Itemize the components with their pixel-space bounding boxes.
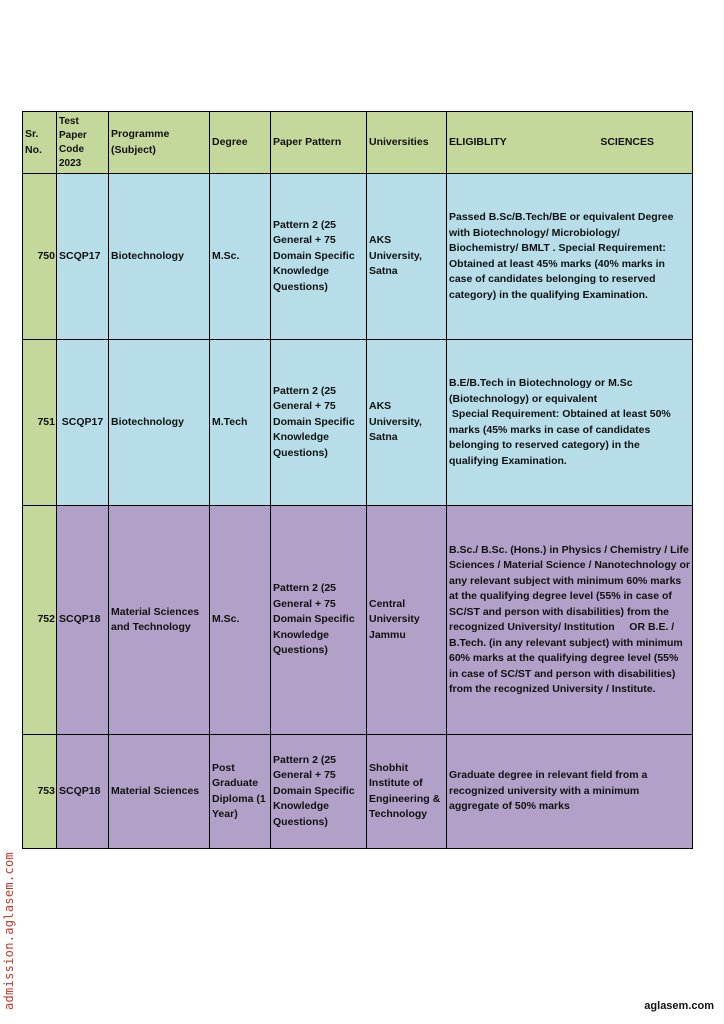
header-eligibility bbox=[447, 112, 693, 174]
header-row bbox=[23, 112, 693, 174]
header-test-paper-code: Test Paper Code 2023 bbox=[57, 112, 109, 174]
code-cell: SCQP18 bbox=[57, 735, 109, 849]
eligibility-cell: B.E/B.Tech in Biotechnology or M.Sc (Biotechnology) or equivalent Special Requirement: Obtained at least 50% marks (45% marks in case of candidates belonging to reserved category) in the qualifying Examination. bbox=[447, 340, 693, 506]
programme-cell: Biotechnology bbox=[109, 340, 210, 506]
table-row bbox=[23, 340, 693, 506]
degree-cell: M.Tech bbox=[210, 340, 271, 506]
header-universities: Universities bbox=[367, 112, 447, 174]
pattern-cell: Pattern 2 (25 General + 75 Domain Specific Knowledge Questions) bbox=[271, 174, 367, 340]
sr-no-cell: 750 bbox=[23, 174, 57, 340]
programme-cell: Biotechnology bbox=[109, 174, 210, 340]
table-row bbox=[23, 506, 693, 735]
university-cell: AKS University, Satna bbox=[367, 340, 447, 506]
code-cell: SCQP17 bbox=[57, 340, 109, 506]
eligibility-cell: Passed B.Sc/B.Tech/BE or equivalent Degree with Biotechnology/ Microbiology/ Biochemistry/ BMLT . Special Requirement: Obtained at least 45% marks (40% marks in case of candidates belonging to reserved category) in the qualifying Examination. bbox=[447, 174, 693, 340]
header-programme: Programme (Subject) bbox=[109, 112, 210, 174]
programme-cell: Material Sciences bbox=[109, 735, 210, 849]
header-paper-pattern: Paper Pattern bbox=[271, 112, 367, 174]
sr-no-cell: 751 bbox=[23, 340, 57, 506]
pattern-cell: Pattern 2 (25 General + 75 Domain Specific Knowledge Questions) bbox=[271, 735, 367, 849]
eligibility-cell: B.Sc./ B.Sc. (Hons.) in Physics / Chemistry / Life Sciences / Material Science / Nanotechnology or any relevant subject with minimum 60% marks at the qualifying degree level (55% in case of SC/ST and person with disabilities) from the recognized University/ Institution OR B.E. / B.Tech. (in any relevant subject) with minimum 60% marks at the qualifying degree level (55% in case of SC/ST and person with disabilities) from the recognized University / Institute. bbox=[447, 506, 693, 735]
code-cell: SCQP18 bbox=[57, 506, 109, 735]
university-cell: Shobhit Institute of Engineering & Technology bbox=[367, 735, 447, 849]
pattern-cell: Pattern 2 (25 General + 75 Domain Specific Knowledge Questions) bbox=[271, 506, 367, 735]
code-cell: SCQP17 bbox=[57, 174, 109, 340]
sr-no-cell: 753 bbox=[23, 735, 57, 849]
sr-no-cell: 752 bbox=[23, 506, 57, 735]
degree-cell: Post Graduate Diploma (1 Year) bbox=[210, 735, 271, 849]
header-sr-no: Sr. No. bbox=[23, 112, 57, 174]
degree-cell: M.Sc. bbox=[210, 506, 271, 735]
watermark-link[interactable]: admission.aglasem.com bbox=[2, 851, 16, 1010]
header-degree: Degree bbox=[210, 112, 271, 174]
eligibility-table bbox=[22, 111, 693, 849]
eligibility-cell: Graduate degree in relevant field from a recognized university with a minimum aggregate of 50% marks bbox=[447, 735, 693, 849]
footer-brand: aglasem.com bbox=[644, 1000, 714, 1012]
table-row bbox=[23, 174, 693, 340]
university-cell: Central University Jammu bbox=[367, 506, 447, 735]
degree-cell: M.Sc. bbox=[210, 174, 271, 340]
university-cell: AKS University, Satna bbox=[367, 174, 447, 340]
header-sciences-label: SCIENCES bbox=[600, 135, 654, 148]
table-row bbox=[23, 735, 693, 849]
programme-cell: Material Sciences and Technology bbox=[109, 506, 210, 735]
header-eligibility-label: ELIGIBLITY bbox=[449, 135, 507, 148]
pattern-cell: Pattern 2 (25 General + 75 Domain Specific Knowledge Questions) bbox=[271, 340, 367, 506]
